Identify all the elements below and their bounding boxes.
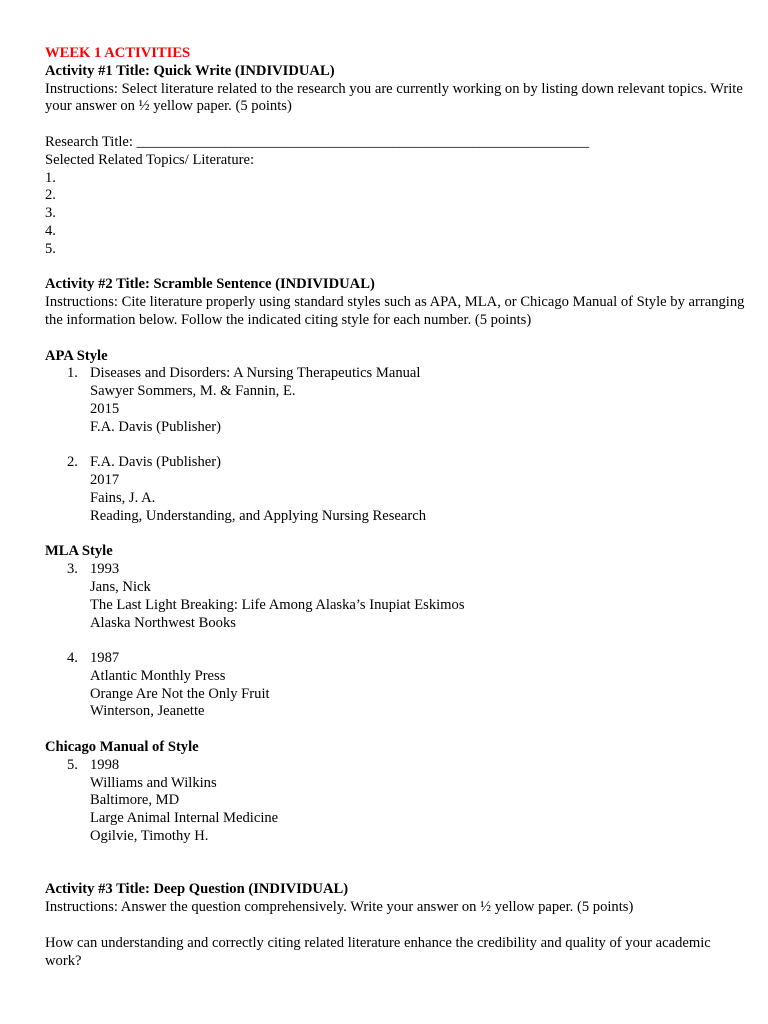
activity2-instructions: Instructions: Cite literature properly using standard styles such as APA, MLA, or Chicago Manual of Style by arranging the information below. Follow the indicated citing style for each number. (5 points) xyxy=(45,294,745,328)
item-number: 2. xyxy=(67,454,78,471)
citation-item xyxy=(45,650,745,721)
citation-line: Fains, J. A. xyxy=(90,489,156,506)
citation-line: Williams and Wilkins xyxy=(90,774,217,791)
research-title-line: Research Title: ______________________________________________________________ xyxy=(45,133,590,150)
citation-line: Jans, Nick xyxy=(90,578,151,595)
spacer xyxy=(45,259,745,277)
item-number: 1. xyxy=(67,365,78,382)
week-heading: WEEK 1 ACTIVITIES xyxy=(45,45,191,61)
spacer xyxy=(45,437,745,455)
activity3-question: How can understanding and correctly citing related literature enhance the credibility and quality of your academic work? xyxy=(45,934,711,969)
activity3-instructions: Instructions: Answer the question comprehensively. Write your answer on ½ yellow paper. (5 points) xyxy=(45,899,634,916)
citation-line: 1987 xyxy=(90,650,120,667)
citation-line: Orange Are Not the Only Fruit xyxy=(90,685,270,702)
citation-item xyxy=(45,561,745,632)
list-item: 2. xyxy=(45,187,56,204)
spacer xyxy=(45,846,745,864)
spacer xyxy=(45,917,745,935)
activity3-title: Activity #3 Title: Deep Question (INDIVIDUAL) xyxy=(45,881,349,898)
topics-label: Selected Related Topics/ Literature: xyxy=(45,151,255,168)
citation-line: Ogilvie, Timothy H. xyxy=(90,828,209,845)
spacer xyxy=(45,864,745,882)
citation-line: Alaska Northwest Books xyxy=(90,614,236,631)
item-number: 5. xyxy=(67,756,78,773)
citation-item xyxy=(45,757,745,846)
item-number: 4. xyxy=(67,650,78,667)
spacer xyxy=(45,632,745,650)
spacer xyxy=(45,330,745,348)
activity2-title: Activity #2 Title: Scramble Sentence (INDIVIDUAL) xyxy=(45,276,375,293)
spacer xyxy=(45,116,745,134)
citation-line: 1998 xyxy=(90,756,120,773)
topics-list xyxy=(45,170,745,259)
citation-item xyxy=(45,365,745,436)
mla-heading: MLA Style xyxy=(45,543,113,560)
citation-item xyxy=(45,454,745,525)
list-item: 3. xyxy=(45,205,56,222)
apa-heading: APA Style xyxy=(45,347,108,364)
citation-line: Sawyer Sommers, M. & Fannin, E. xyxy=(90,383,296,400)
list-item: 4. xyxy=(45,222,56,239)
document-page xyxy=(45,45,745,970)
citation-line: Winterson, Jeanette xyxy=(90,703,205,720)
citation-line: 2015 xyxy=(90,400,120,417)
citation-line: The Last Light Breaking: Life Among Alaska’s Inupiat Eskimos xyxy=(90,596,465,613)
citation-line: Baltimore, MD xyxy=(90,792,180,809)
list-item: 5. xyxy=(45,240,56,257)
citation-line: Large Animal Internal Medicine xyxy=(90,810,279,827)
activity1-title: Activity #1 Title: Quick Write (INDIVIDUAL) xyxy=(45,62,335,79)
activity1-instructions: Instructions: Select literature related to the research you are currently working on by listing down relevant topics. Write your answer on ½ yellow paper. (5 points) xyxy=(45,80,743,115)
citation-line: Atlantic Monthly Press xyxy=(90,667,226,684)
citation-line: F.A. Davis (Publisher) xyxy=(90,418,221,435)
citation-line: 1993 xyxy=(90,561,120,578)
citation-line: Diseases and Disorders: A Nursing Therapeutics Manual xyxy=(90,365,421,382)
citation-line: Reading, Understanding, and Applying Nursing Research xyxy=(90,507,426,524)
spacer xyxy=(45,526,745,544)
citation-line: F.A. Davis (Publisher) xyxy=(90,454,221,471)
item-number: 3. xyxy=(67,561,78,578)
chicago-heading: Chicago Manual of Style xyxy=(45,739,199,756)
citation-line: 2017 xyxy=(90,472,120,489)
spacer xyxy=(45,721,745,739)
list-item: 1. xyxy=(45,169,56,186)
